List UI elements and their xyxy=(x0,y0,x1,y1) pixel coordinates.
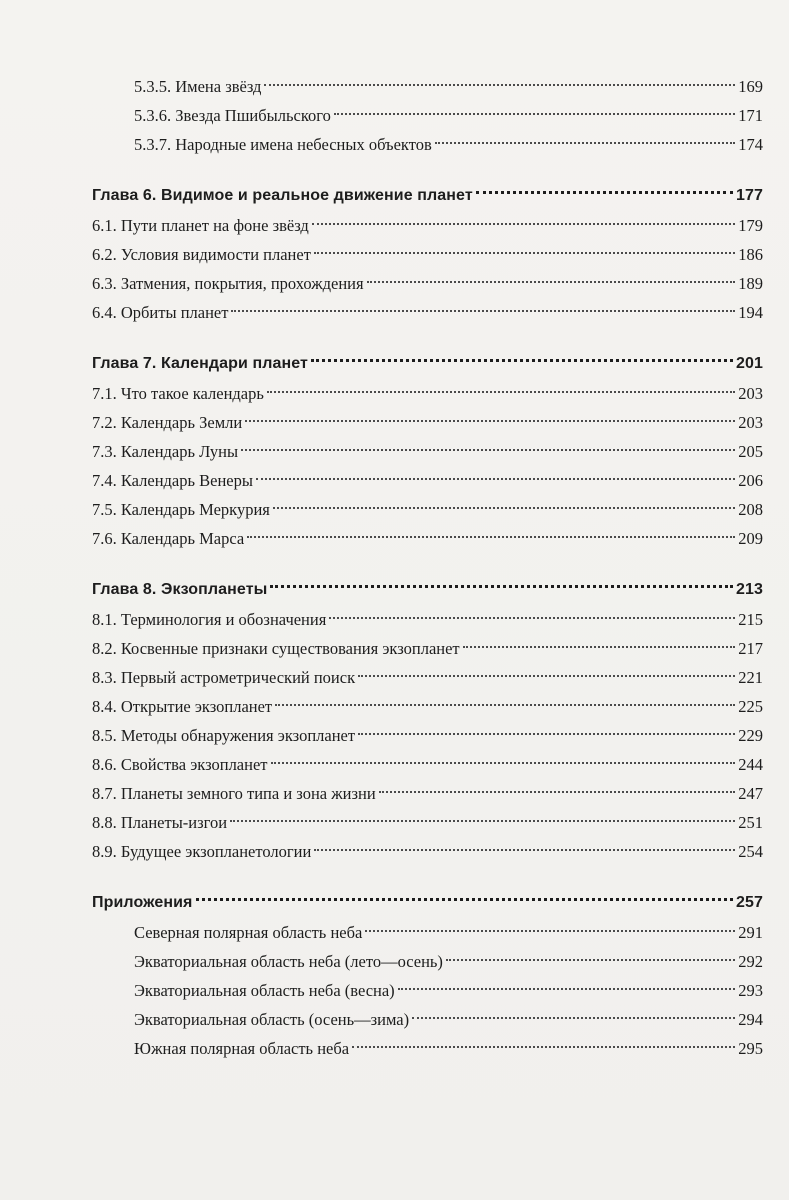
dot-leader xyxy=(231,310,735,312)
dot-leader xyxy=(412,1017,735,1019)
dot-leader xyxy=(241,449,735,451)
toc-entry xyxy=(92,976,763,1005)
dot-leader xyxy=(270,585,733,588)
toc-entry xyxy=(92,1034,763,1063)
dot-leader xyxy=(435,142,736,144)
dot-leader xyxy=(358,733,735,735)
toc-entry xyxy=(92,101,763,130)
dot-leader xyxy=(334,113,735,115)
entry-title: 8.8. Планеты-изгои xyxy=(92,813,228,832)
page-number: 221 xyxy=(738,668,763,687)
page-number: 205 xyxy=(738,442,763,461)
section-gap xyxy=(92,866,763,888)
page-number: 293 xyxy=(738,981,763,1000)
page-number: 257 xyxy=(736,894,763,911)
dot-leader xyxy=(367,281,736,283)
page-number: 244 xyxy=(738,755,763,774)
dot-leader xyxy=(329,617,735,619)
page-number: 208 xyxy=(738,500,763,519)
dot-leader xyxy=(314,849,735,851)
page-number: 251 xyxy=(738,813,763,832)
dot-leader xyxy=(312,223,735,225)
entry-title: Экваториальная область неба (весна) xyxy=(134,981,395,1000)
chapter-heading xyxy=(92,888,763,918)
page-number: 186 xyxy=(738,245,763,264)
page-number: 174 xyxy=(738,135,763,154)
section-gap xyxy=(92,159,763,181)
toc-entry xyxy=(92,837,763,866)
entry-title: 8.9. Будущее экзопланетологии xyxy=(92,842,312,861)
page-number: 209 xyxy=(738,529,763,548)
dot-leader xyxy=(256,478,735,480)
page-number: 229 xyxy=(738,726,763,745)
chapter-heading xyxy=(92,349,763,379)
page-number: 206 xyxy=(738,471,763,490)
toc-entry xyxy=(92,211,763,240)
dot-leader xyxy=(379,791,736,793)
toc-entry xyxy=(92,298,763,327)
entry-title: Экваториальная область (осень—зима) xyxy=(134,1010,410,1029)
entry-title: 7.5. Календарь Меркурия xyxy=(92,500,270,519)
page-number: 171 xyxy=(738,106,763,125)
section-gap xyxy=(92,327,763,349)
entry-title: Экваториальная область неба (лето—осень) xyxy=(134,952,443,971)
chapter-heading xyxy=(92,575,763,605)
page-number: 203 xyxy=(738,413,763,432)
toc-entry xyxy=(92,750,763,779)
toc-entry xyxy=(92,692,763,721)
page-number: 189 xyxy=(738,274,763,293)
dot-leader xyxy=(476,191,733,194)
page-number: 179 xyxy=(738,216,763,235)
entry-title: 8.4. Открытие экзопланет xyxy=(92,697,273,716)
toc-entry xyxy=(92,495,763,524)
toc-entry xyxy=(92,466,763,495)
toc-entry xyxy=(92,408,763,437)
page-number: 203 xyxy=(738,384,763,403)
entry-title: 7.6. Календарь Марса xyxy=(92,529,245,548)
page-number: 217 xyxy=(738,639,763,658)
dot-leader xyxy=(247,536,735,538)
dot-leader xyxy=(245,420,735,422)
dot-leader xyxy=(352,1046,735,1048)
toc-entry xyxy=(92,947,763,976)
entry-title: 8.7. Планеты земного типа и зона жизни xyxy=(92,784,376,803)
dot-leader xyxy=(271,762,736,764)
dot-leader xyxy=(230,820,735,822)
dot-leader xyxy=(264,84,735,86)
dot-leader xyxy=(273,507,735,509)
chapter-title: Приложения xyxy=(92,894,193,911)
dot-leader xyxy=(314,252,735,254)
toc-entry xyxy=(92,524,763,553)
chapter-title: Глава 6. Видимое и реальное движение планет xyxy=(92,187,473,204)
page-number: 169 xyxy=(738,77,763,96)
page-number: 215 xyxy=(738,610,763,629)
entry-title: 7.2. Календарь Земли xyxy=(92,413,243,432)
page-number: 291 xyxy=(738,923,763,942)
page-number: 292 xyxy=(738,952,763,971)
toc-entry xyxy=(92,779,763,808)
entry-title: 7.1. Что такое календарь xyxy=(92,384,264,403)
page-number: 194 xyxy=(738,303,763,322)
entry-title: 5.3.7. Народные имена небесных объектов xyxy=(134,135,432,154)
toc-entry xyxy=(92,1005,763,1034)
toc-entry xyxy=(92,634,763,663)
dot-leader xyxy=(358,675,735,677)
toc-entry xyxy=(92,130,763,159)
page-number: 254 xyxy=(738,842,763,861)
toc-entry xyxy=(92,240,763,269)
section-gap xyxy=(92,553,763,575)
chapter-heading xyxy=(92,181,763,211)
dot-leader xyxy=(267,391,735,393)
toc-entry xyxy=(92,72,763,101)
toc-entry xyxy=(92,721,763,750)
entry-title: 8.3. Первый астрометрический поиск xyxy=(92,668,356,687)
table-of-contents xyxy=(92,72,763,1063)
page-number: 247 xyxy=(738,784,763,803)
dot-leader xyxy=(398,988,736,990)
entry-title: 8.6. Свойства экзопланет xyxy=(92,755,268,774)
toc-entry xyxy=(92,379,763,408)
toc-entry xyxy=(92,808,763,837)
page-number: 225 xyxy=(738,697,763,716)
entry-title: 7.4. Календарь Венеры xyxy=(92,471,253,490)
dot-leader xyxy=(275,704,735,706)
toc-entry xyxy=(92,269,763,298)
entry-title: 8.5. Методы обнаружения экзопланет xyxy=(92,726,356,745)
dot-leader xyxy=(196,898,734,901)
toc-entry xyxy=(92,437,763,466)
entry-title: Северная полярная область неба xyxy=(134,923,363,942)
page-number: 177 xyxy=(736,187,763,204)
page-number: 295 xyxy=(738,1039,763,1058)
chapter-title: Глава 7. Календари планет xyxy=(92,355,308,372)
toc-entry xyxy=(92,663,763,692)
chapter-title: Глава 8. Экзопланеты xyxy=(92,581,268,598)
page-number: 213 xyxy=(736,581,763,598)
page-number: 201 xyxy=(736,355,763,372)
dot-leader xyxy=(446,959,735,961)
dot-leader xyxy=(311,359,733,362)
entry-title: 6.1. Пути планет на фоне звёзд xyxy=(92,216,309,235)
entry-title: 8.1. Терминология и обозначения xyxy=(92,610,327,629)
dot-leader xyxy=(365,930,735,932)
entry-title: 6.4. Орбиты планет xyxy=(92,303,229,322)
entry-title: 8.2. Косвенные признаки существования экзопланет xyxy=(92,639,460,658)
entry-title: 7.3. Календарь Луны xyxy=(92,442,239,461)
entry-title: Южная полярная область неба xyxy=(134,1039,350,1058)
entry-title: 5.3.5. Имена звёзд xyxy=(134,77,262,96)
toc-entry xyxy=(92,605,763,634)
dot-leader xyxy=(463,646,736,648)
toc-entry xyxy=(92,918,763,947)
page-number: 294 xyxy=(738,1010,763,1029)
entry-title: 6.2. Условия видимости планет xyxy=(92,245,311,264)
entry-title: 5.3.6. Звезда Пшибыльского xyxy=(134,106,331,125)
entry-title: 6.3. Затмения, покрытия, прохождения xyxy=(92,274,364,293)
